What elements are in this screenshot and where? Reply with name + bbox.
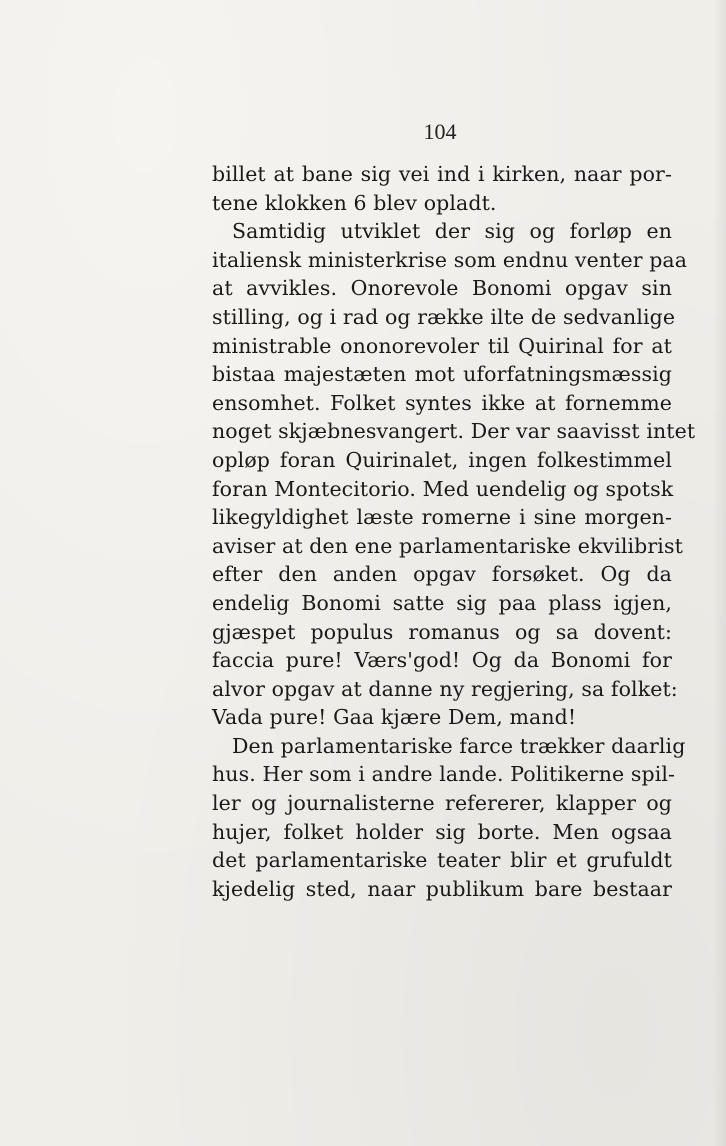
text-line: stilling, og i rad og række ilte de sedvanlige [212, 304, 676, 329]
text-line: italiensk ministerkrise som endnu venter paa [212, 247, 688, 272]
text-line: hujer, folket holder sig borte. Men ogsaa [212, 819, 672, 844]
text-line: det parlamentariske teater blir et grufuldt [212, 848, 672, 873]
text-line: gjæspet populus romanus og sa dovent: [212, 619, 672, 644]
text-line: bistaa majestæten mot uforfatningsmæssig [212, 362, 672, 387]
page-number: 104 [423, 119, 457, 144]
text-line: Samtidig utviklet der sig og forløp en [232, 219, 672, 244]
text-line: tene klokken 6 blev opladt. [212, 190, 497, 215]
text-line: endelig Bonomi satte sig paa plass igjen, [212, 590, 672, 615]
text-line: billet at bane sig vei ind i kirken, naar por- [212, 162, 672, 186]
text-line: ministrable ononorevoler til Quirinal for at [212, 333, 672, 358]
text-line: ensomhet. Folket syntes ikke at fornemme [212, 390, 672, 415]
text-line: likegyldighet læste romerne i sine morgen- [212, 505, 672, 530]
text-line: efter den anden opgav forsøket. Og da [212, 562, 672, 587]
text-line: Vada pure! Gaa kjære Dem, mand! [212, 705, 577, 730]
text-line: Den parlamentariske farce trækker daarlig [232, 733, 686, 758]
text-line: foran Montecitorio. Med uendelig og spotsk [212, 476, 674, 501]
page-edge-shadow [712, 0, 726, 1146]
text-line: kjedelig sted, naar publikum bare bestaar [212, 876, 672, 901]
text-line: at avvikles. Onorevole Bonomi opgav sin [212, 276, 672, 301]
text-line: aviser at den ene parlamentariske ekvilibrist [212, 533, 683, 558]
text-line: noget skjæbnesvangert. Der var saavisst intet [212, 419, 696, 444]
text-line: alvor opgav at danne ny regjering, sa folket: [212, 676, 678, 701]
text-line: opløp foran Quirinalet, ingen folkestimmel [212, 447, 672, 472]
text-line: ler og journalisterne refererer, klapper og [212, 791, 672, 816]
text-line: hus. Her som i andre lande. Politikerne spil- [212, 762, 676, 787]
body-text [212, 160, 696, 903]
text-line: faccia pure! Værs'god! Og da Bonomi for [212, 648, 672, 673]
